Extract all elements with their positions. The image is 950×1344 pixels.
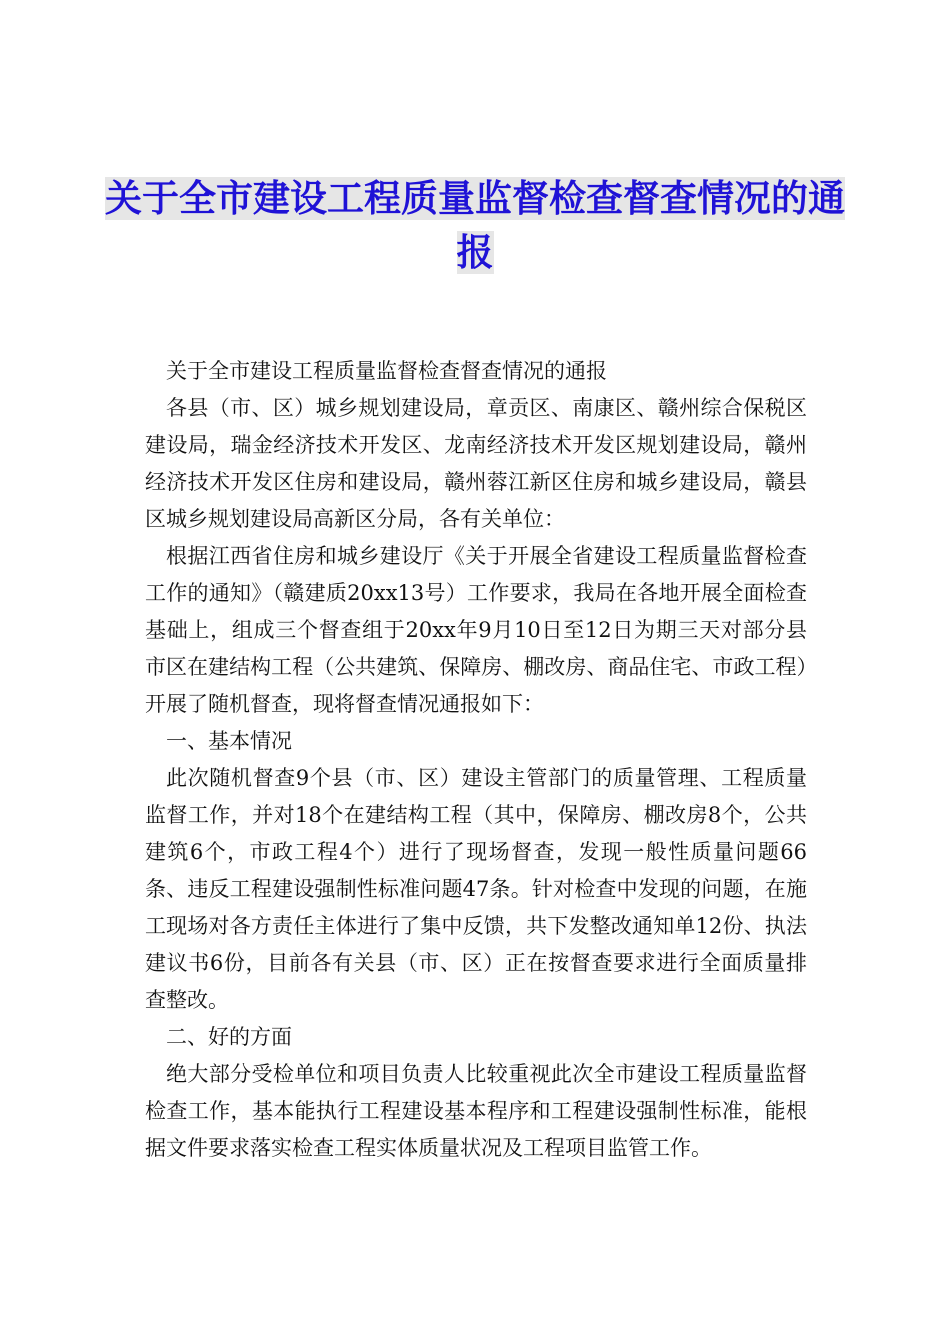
body-paragraph-good-aspects: 绝大部分受检单位和项目负责人比较重视此次全市建设工程质量监督检查工作，基本能执行工程建设基本程序和工程建设强制性标准，能根据文件要求落实检查工程实体质量状况及工程项目监管工作。 — [145, 1062, 807, 1160]
document-title — [100, 172, 850, 280]
document-body — [145, 353, 807, 1167]
body-paragraph-basic-situation: 此次随机督查9个县（市、区）建设主管部门的质量管理、工程质量监督工作，并对18个在建结构工程（其中，保障房、棚改房8个，公共建筑6个，市政工程4个）进行了现场督查，发现一般性质量问题66条、违反工程建设强制性标准问题47条。针对检查中发现的问题，在施工现场对各方责任主体进行了集中反馈，共下发整改通知单12份、执法建议书6份，目前各有关县（市、区）正在按督查要求进行全面质量排查整改。 — [145, 766, 807, 1012]
section-heading-good-aspects: 二、好的方面 — [166, 1025, 292, 1049]
body-paragraph-heading-line: 关于全市建设工程质量监督检查督查情况的通报 — [166, 359, 607, 383]
document-title-text: 关于全市建设工程质量监督检查督查情况的通报 — [105, 177, 845, 274]
section-heading-basic-situation: 一、基本情况 — [166, 729, 292, 753]
body-paragraph-recipients: 各县（市、区）城乡规划建设局，章贡区、南康区、赣州综合保税区建设局，瑞金经济技术开发区、龙南经济技术开发区规划建设局，赣州经济技术开发区住房和建设局，赣州蓉江新区住房和城乡建设局，赣县区城乡规划建设局高新区分局，各有关单位： — [145, 396, 807, 531]
body-paragraph-basis: 根据江西省住房和城乡建设厅《关于开展全省建设工程质量监督检查工作的通知》（赣建质20xx13号）工作要求，我局在各地开展全面检查基础上，组成三个督查组于20xx年9月10日至12日为期三天对部分县市区在建结构工程（公共建筑、保障房、棚改房、商品住宅、市政工程）开展了随机督查，现将督查情况通报如下： — [145, 544, 807, 716]
